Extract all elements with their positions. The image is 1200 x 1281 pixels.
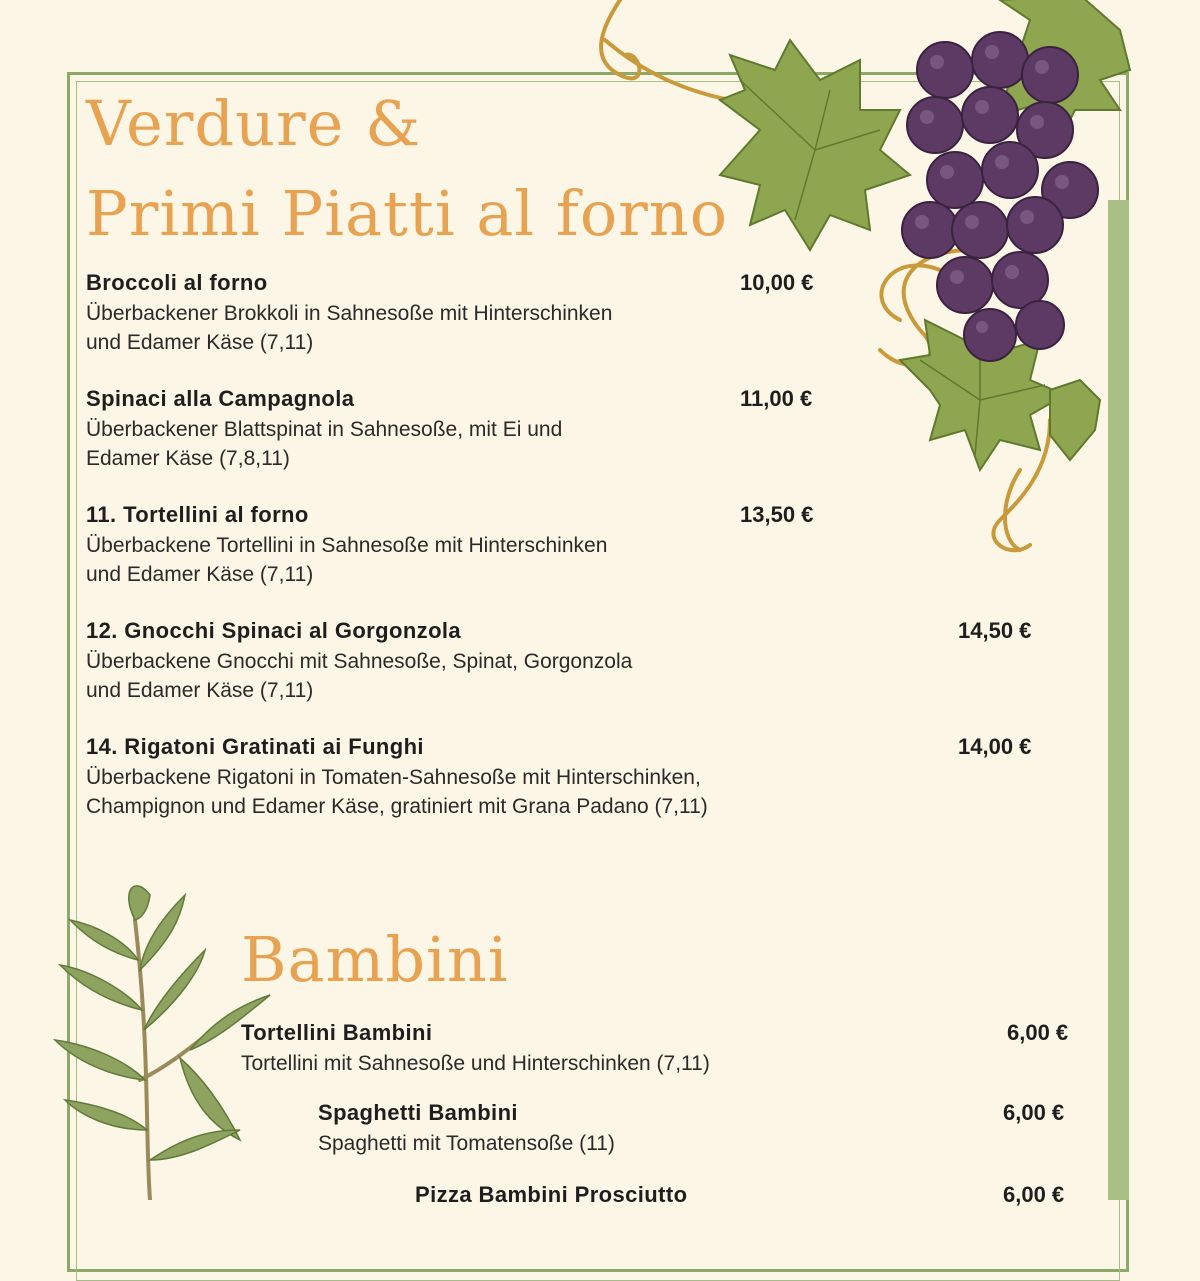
item-name: 12. Gnocchi Spinaci al Gorgonzola xyxy=(86,618,462,643)
item-description xyxy=(86,647,632,705)
item-desc-line: Überbackene Rigatoni in Tomaten-Sahnesoße mit Hinterschinken, xyxy=(86,766,701,789)
item-desc-line: Edamer Käse (7,8,11) xyxy=(86,447,290,470)
item-name: Broccoli al forno xyxy=(86,270,268,295)
section-title-verdure xyxy=(86,86,728,252)
item-desc-line: und Edamer Käse (7,11) xyxy=(86,331,314,354)
item-name: Pizza Bambini Prosciutto xyxy=(415,1182,688,1207)
item-name: 11. Tortellini al forno xyxy=(86,502,309,527)
item-description xyxy=(86,415,562,473)
item-desc-line: Überbackene Tortellini in Sahnesoße mit Hinterschinken xyxy=(86,534,608,557)
item-name: Spaghetti Bambini xyxy=(318,1100,518,1125)
item-desc-line: Spaghetti mit Tomatensoße (11) xyxy=(318,1132,615,1155)
item-description xyxy=(86,299,612,357)
item-price: 13,50 € xyxy=(740,502,814,527)
item-desc-line: Überbackene Gnocchi mit Sahnesoße, Spinat, Gorgonzola xyxy=(86,650,633,673)
item-desc-line: Tortellini mit Sahnesoße und Hinterschinken (7,11) xyxy=(241,1052,710,1075)
item-price: 14,00 € xyxy=(958,734,1032,759)
item-desc-line: Überbackener Blattspinat in Sahnesoße, mit Ei und xyxy=(86,418,563,441)
item-price: 10,00 € xyxy=(740,270,814,295)
section-title-bambini: Bambini xyxy=(241,923,509,996)
item-description xyxy=(86,763,708,821)
item-price: 6,00 € xyxy=(1007,1020,1069,1045)
item-description xyxy=(86,531,607,589)
item-price: 14,50 € xyxy=(958,618,1032,643)
item-name: Tortellini Bambini xyxy=(241,1020,433,1045)
item-description xyxy=(318,1129,615,1158)
item-desc-line: Champignon und Edamer Käse, gratiniert mit Grana Padano (7,11) xyxy=(86,795,708,818)
section-title-line2: Primi Piatti al forno xyxy=(86,177,729,250)
item-price: 6,00 € xyxy=(1003,1100,1065,1125)
section-title-line1: Verdure & xyxy=(86,87,422,160)
item-description xyxy=(241,1049,710,1078)
item-desc-line: und Edamer Käse (7,11) xyxy=(86,679,314,702)
item-name: 14. Rigatoni Gratinati ai Funghi xyxy=(86,734,424,759)
item-desc-line: Überbackener Brokkoli in Sahnesoße mit Hinterschinken xyxy=(86,302,613,325)
item-name: Spinaci alla Campagnola xyxy=(86,386,355,411)
item-price: 6,00 € xyxy=(1003,1182,1065,1207)
item-desc-line: und Edamer Käse (7,11) xyxy=(86,563,314,586)
item-price: 11,00 € xyxy=(740,386,813,411)
